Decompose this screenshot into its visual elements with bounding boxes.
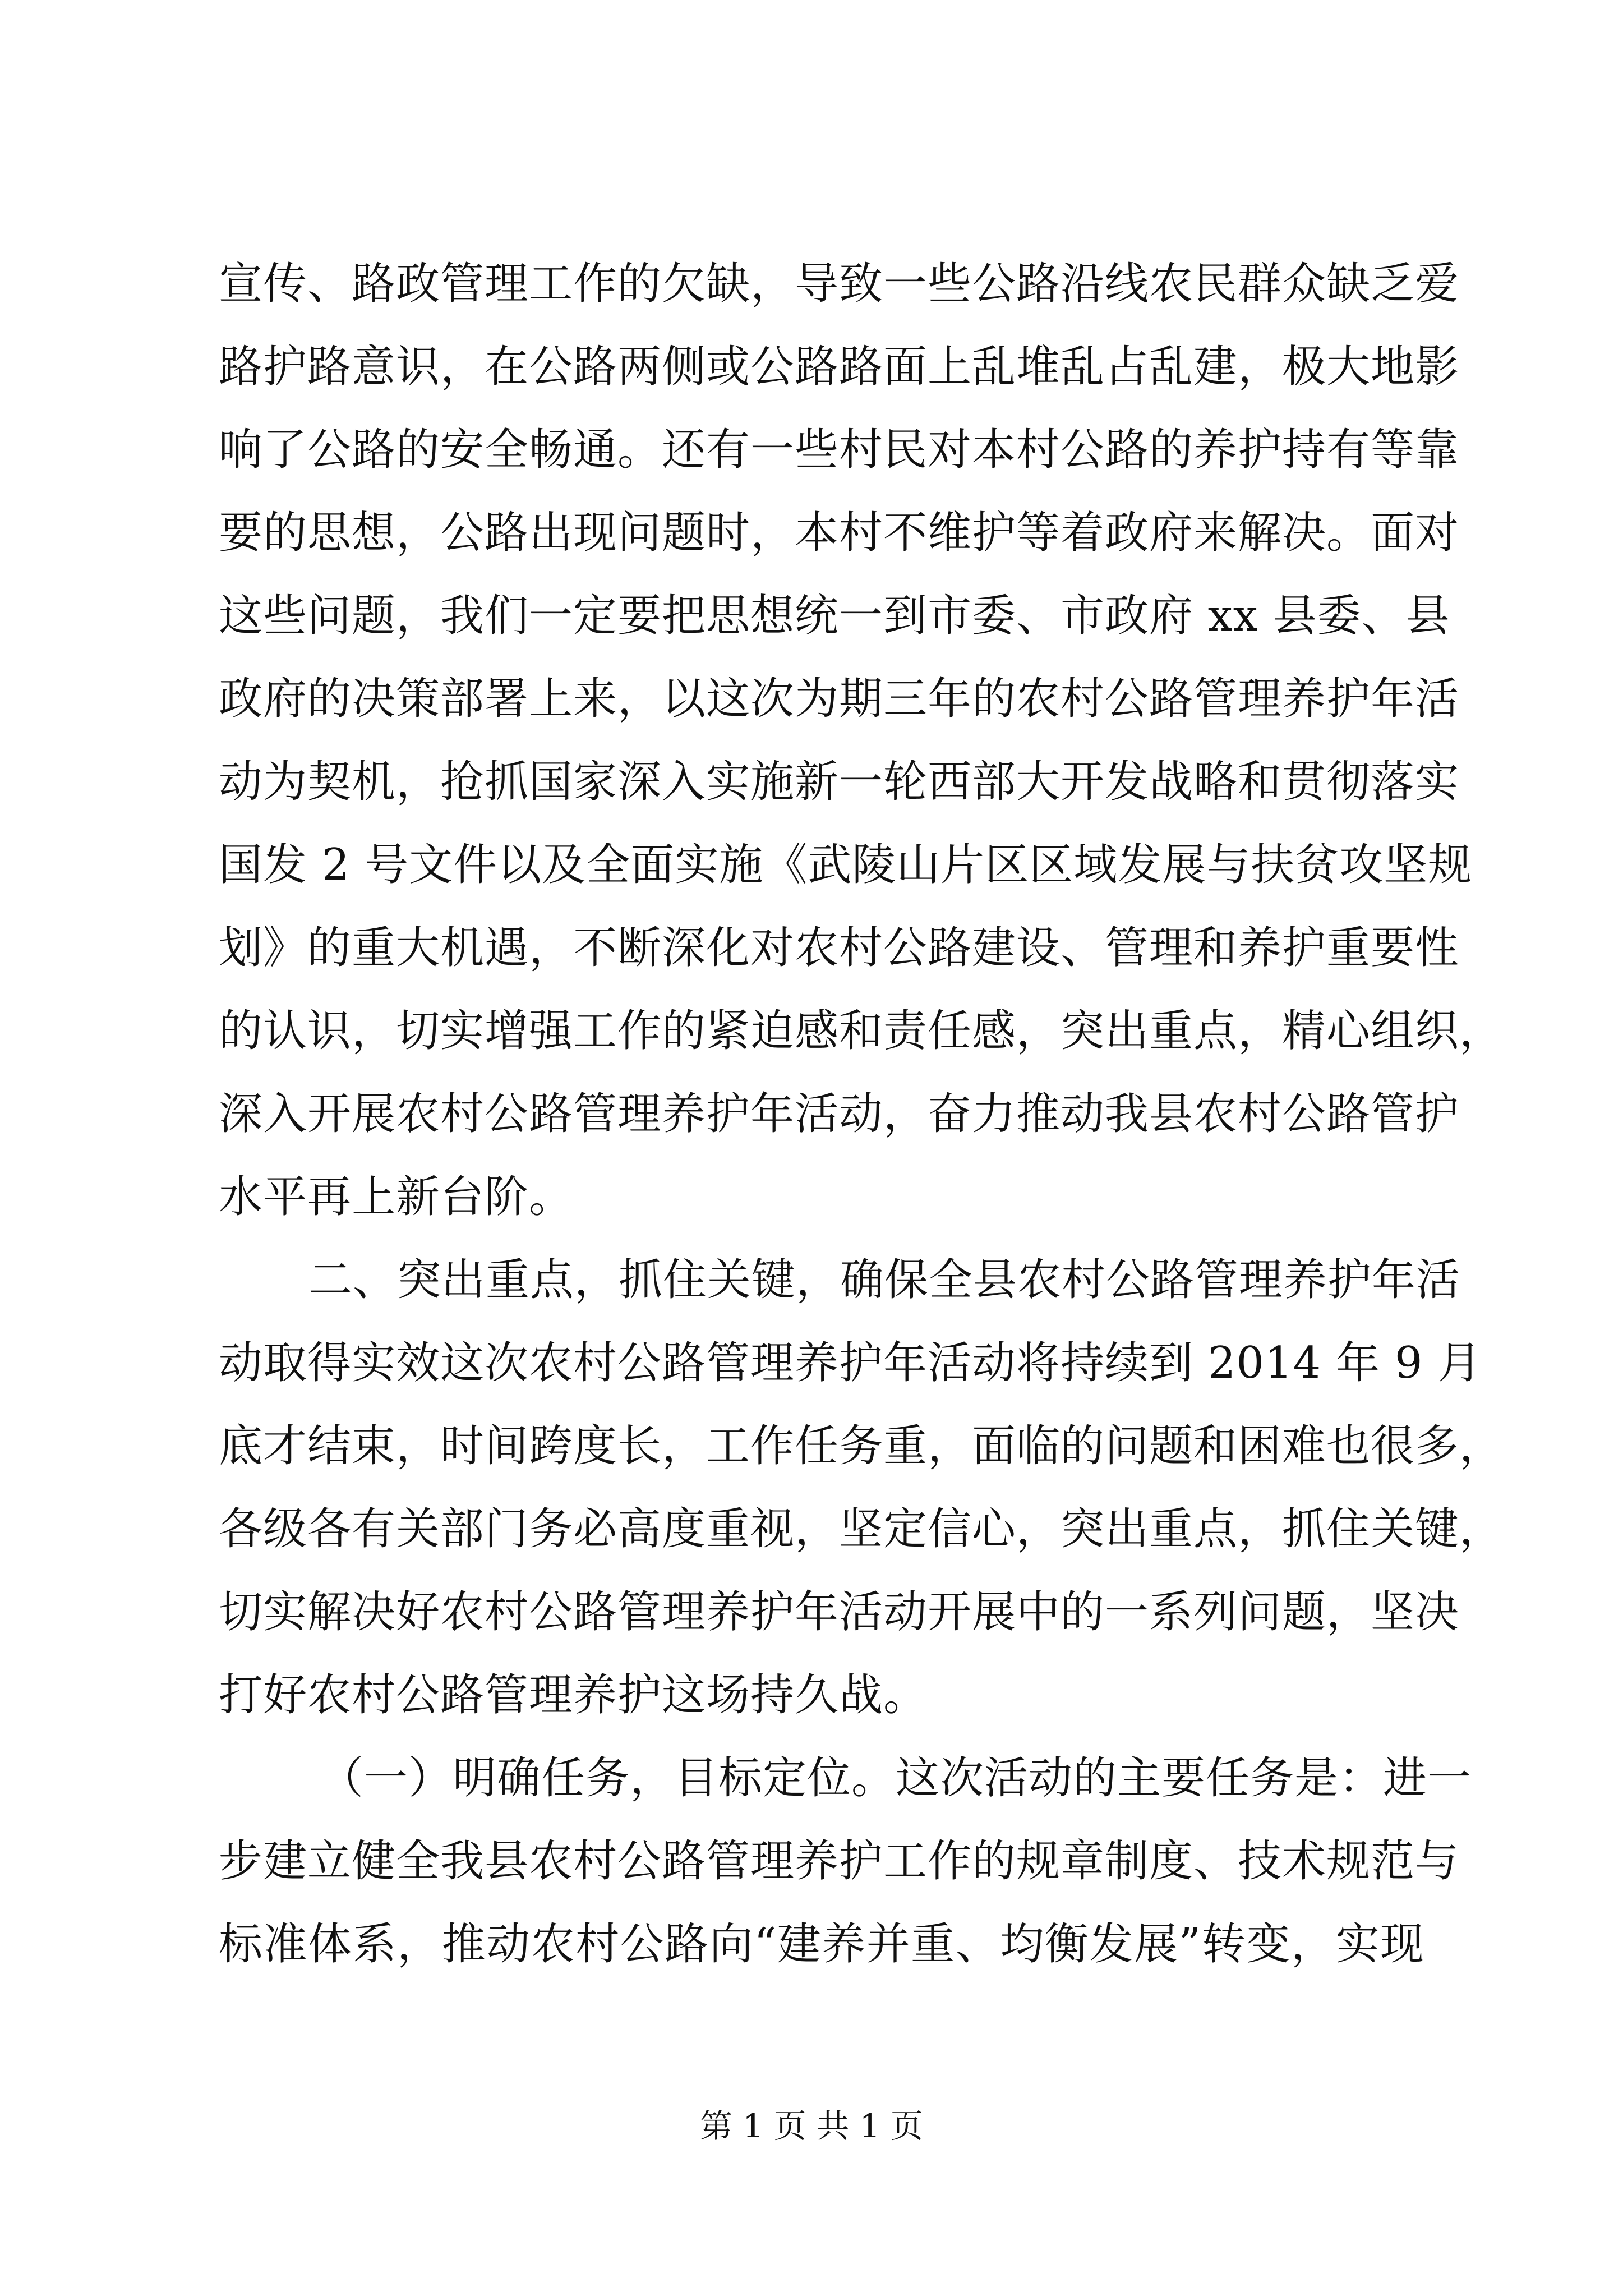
text-line: 打好农村公路管理养护这场持久战。: [219, 1670, 928, 1720]
text-line: 切实解决好农村公路管理养护年活动开展中的一系列问题，坚决: [219, 1587, 1460, 1637]
document-body: [219, 242, 1504, 1986]
text-line: 动为契机，抢抓国家深入实施新一轮西部大开发战略和贯彻落实: [219, 757, 1460, 807]
text-line: 的认识，切实增强工作的紧迫感和责任感，突出重点，精心组织，: [219, 1006, 1504, 1056]
page-number-label: 第 1 页 共 1 页: [700, 2107, 923, 2145]
page-footer: [0, 2106, 1623, 2146]
text-line: 政府的决策部署上来，以这次为期三年的农村公路管理养护年活: [219, 674, 1460, 724]
text-line: 动取得实效这次农村公路管理养护年活动将持续到 2014 年 9 月: [219, 1338, 1482, 1388]
text-line: 各级各有关部门务必高度重视，坚定信心，突出重点，抓住关键，: [219, 1504, 1504, 1554]
text-line: 划》的重大机遇，不断深化对农村公路建设、管理和养护重要性: [219, 923, 1460, 973]
text-line: 响了公路的安全畅通。还有一些村民对本村公路的养护持有等靠: [219, 425, 1460, 475]
text-line: 宣传、路政管理工作的欠缺，导致一些公路沿线农民群众缺乏爱: [219, 259, 1460, 309]
section-heading-line: 二、突出重点，抓住关键，确保全县农村公路管理养护年活: [308, 1255, 1461, 1305]
text-line: 这些问题，我们一定要把思想统一到市委、市政府 xx 县委、县: [219, 591, 1450, 641]
subsection-heading-line: （一）明确任务，目标定位。这次活动的主要任务是：进一: [320, 1753, 1472, 1803]
text-line: 要的思想，公路出现问题时，本村不维护等着政府来解决。面对: [219, 508, 1460, 558]
text-line: 标准体系，推动农村公路向“建养并重、均衡发展”转变，实现: [219, 1919, 1424, 1970]
text-line: 水平再上新台阶。: [219, 1172, 574, 1222]
text-line: 深入开展农村公路管理养护年活动，奋力推动我县农村公路管护: [219, 1089, 1460, 1139]
text-line: 底才结束，时间跨度长，工作任务重，面临的问题和困难也很多，: [219, 1421, 1504, 1471]
text-line: 国发 2 号文件以及全面实施《武陵山片区区域发展与扶贫攻坚规: [219, 840, 1473, 890]
text-line: 步建立健全我县农村公路管理养护工作的规章制度、技术规范与: [219, 1836, 1460, 1887]
text-line: 路护路意识，在公路两侧或公路路面上乱堆乱占乱建，极大地影: [219, 342, 1460, 392]
